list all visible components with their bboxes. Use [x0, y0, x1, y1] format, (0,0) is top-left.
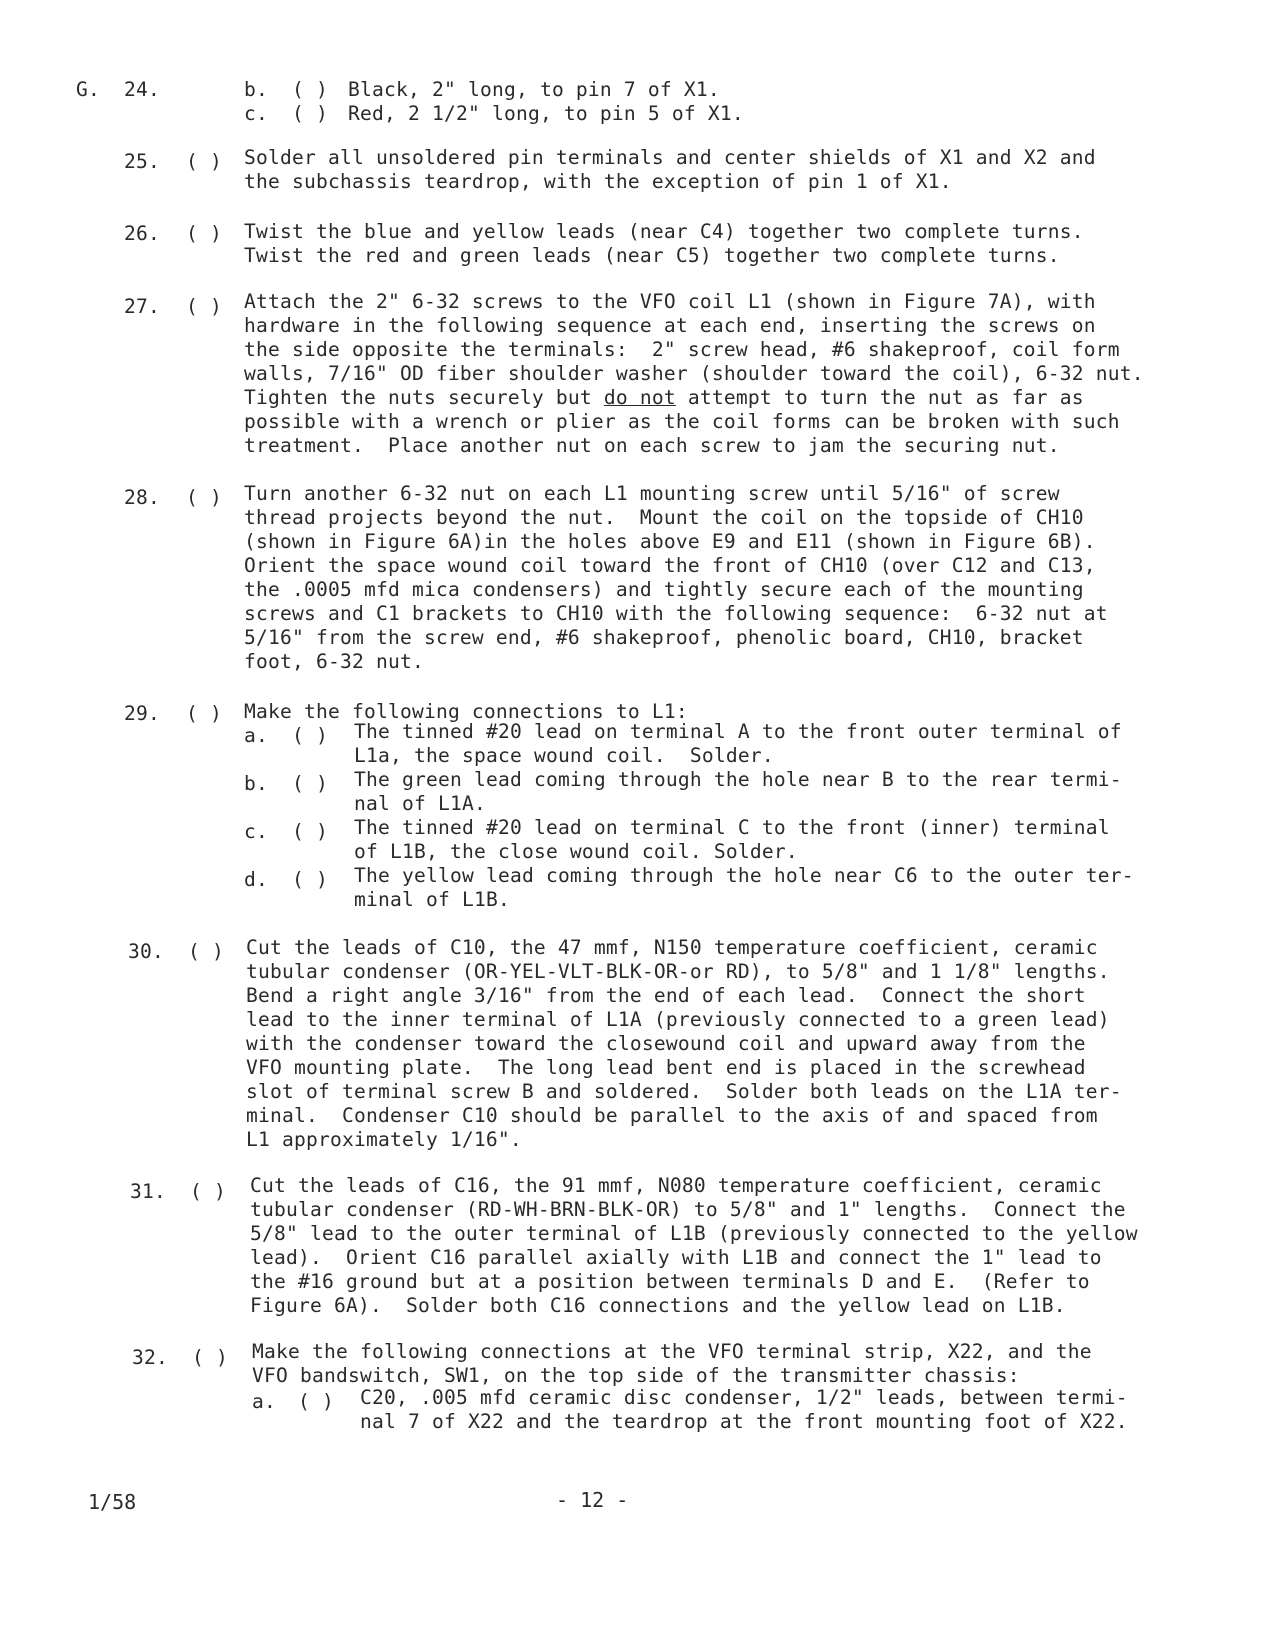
instruction-line: possible with a wrench or plier as the coil forms can be broken with such	[244, 410, 1120, 433]
instruction-line: minal of L1B.	[354, 888, 510, 911]
instruction-line: 5/8" lead to the outer terminal of L1B (previously connected to the yellow	[250, 1222, 1138, 1245]
instruction-line: lead). Orient C16 parallel axially with L1B and connect the 1" lead to	[250, 1246, 1102, 1269]
instruction-line: The tinned #20 lead on terminal A to the front outer terminal of	[354, 720, 1122, 743]
instruction-line: Turn another 6-32 nut on each L1 mounting screw until 5/16" of screw	[244, 482, 1060, 505]
instruction-line: Cut the leads of C10, the 47 mmf, N150 temperature coefficient, ceramic	[246, 936, 1098, 959]
section-letter: G.	[76, 78, 100, 101]
instruction-line: Twist the red and green leads (near C5) together two complete turns.	[244, 244, 1060, 267]
checkbox[interactable]: ( )	[186, 222, 222, 245]
step-number: 26.	[124, 222, 160, 245]
instruction-line: Cut the leads of C16, the 91 mmf, N080 temperature coefficient, ceramic	[250, 1174, 1102, 1197]
instruction-line: foot, 6-32 nut.	[244, 650, 424, 673]
instruction-line: Orient the space wound coil toward the front of CH10 (over C12 and C13,	[244, 554, 1096, 577]
revision-date: 1/58	[88, 1490, 137, 1514]
step-number: 30.	[128, 940, 164, 963]
instruction-line: VFO mounting plate. The long lead bent end is placed in the screwhead	[246, 1056, 1086, 1079]
checkbox[interactable]: ( )	[298, 1390, 334, 1413]
instruction-line: Attach the 2" 6-32 screws to the VFO coil L1 (shown in Figure 7A), with	[244, 290, 1096, 313]
item-letter: b.	[244, 78, 268, 101]
instruction-line: The yellow lead coming through the hole near C6 to the outer ter-	[354, 864, 1134, 887]
instruction-line: The green lead coming through the hole near B to the rear termi-	[354, 768, 1122, 791]
checkbox[interactable]: ( )	[186, 486, 222, 509]
step-number: 25.	[124, 150, 160, 173]
checkbox[interactable]: ( )	[292, 772, 328, 795]
instruction-line: slot of terminal screw B and soldered. Solder both leads on the L1A ter-	[246, 1080, 1122, 1103]
instruction-line: lead to the inner terminal of L1A (previously connected to a green lead)	[246, 1008, 1110, 1031]
item-letter: d.	[244, 868, 268, 891]
checkbox[interactable]: ( )	[188, 940, 224, 963]
instruction-line: the .0005 mfd mica condensers) and tightly secure each of the mounting	[244, 578, 1084, 601]
checkbox[interactable]: ( )	[292, 724, 328, 747]
step-number: 24.	[124, 78, 160, 101]
instruction-line: Tighten the nuts securely but do not attempt to turn the nut as far as	[244, 386, 1084, 409]
checkbox[interactable]: ( )	[292, 820, 328, 843]
instruction-line: Figure 6A). Solder both C16 connections and the yellow lead on L1B.	[250, 1294, 1066, 1317]
checkbox[interactable]: ( )	[186, 150, 222, 173]
instruction-line: the #16 ground but at a position between terminals D and E. (Refer to	[250, 1270, 1090, 1293]
checkbox[interactable]: ( )	[186, 702, 222, 725]
instruction-line: the side opposite the terminals: 2" screw head, #6 shakeproof, coil form	[244, 338, 1120, 361]
instruction-line: C20, .005 mfd ceramic disc condenser, 1/2" leads, between termi-	[360, 1386, 1128, 1409]
instruction-line: treatment. Place another nut on each screw to jam the securing nut.	[244, 434, 1060, 457]
step-number: 29.	[124, 702, 160, 725]
instruction-line: Red, 2 1/2" long, to pin 5 of X1.	[348, 102, 744, 125]
item-letter: a.	[252, 1390, 276, 1413]
instruction-line: walls, 7/16" OD fiber shoulder washer (shoulder toward the coil), 6-32 nut.	[244, 362, 1144, 385]
checkbox[interactable]: ( )	[292, 868, 328, 891]
instruction-line: tubular condenser (OR-YEL-VLT-BLK-OR-or RD), to 5/8" and 1 1/8" lengths.	[246, 960, 1110, 983]
item-letter: c.	[244, 820, 268, 843]
instruction-line: VFO bandswitch, SW1, on the top side of the transmitter chassis:	[252, 1364, 1020, 1387]
step-number: 31.	[130, 1180, 166, 1203]
instruction-line: Make the following connections at the VFO terminal strip, X22, and the	[252, 1340, 1092, 1363]
item-letter: c.	[244, 102, 268, 125]
emphasis-underline: do not	[603, 386, 676, 409]
item-letter: b.	[244, 772, 268, 795]
step-number: 28.	[124, 486, 160, 509]
instruction-line: Solder all unsoldered pin terminals and center shields of X1 and X2 and	[244, 146, 1096, 169]
instruction-line: Black, 2" long, to pin 7 of X1.	[348, 78, 720, 101]
instruction-line: of L1B, the close wound coil. Solder.	[354, 840, 798, 863]
checkbox[interactable]: ( )	[192, 1346, 228, 1369]
item-letter: a.	[244, 724, 268, 747]
instruction-line: L1a, the space wound coil. Solder.	[354, 744, 774, 767]
checkbox[interactable]: ( )	[292, 78, 328, 101]
step-number: 32.	[132, 1346, 168, 1369]
instruction-line: with the condenser toward the closewound coil and upward away from the	[246, 1032, 1086, 1055]
instruction-line: the subchassis teardrop, with the exception of pin 1 of X1.	[244, 170, 952, 193]
instruction-line: nal 7 of X22 and the teardrop at the front mounting foot of X22.	[360, 1410, 1128, 1433]
instruction-line: hardware in the following sequence at each end, inserting the screws on	[244, 314, 1096, 337]
checkbox[interactable]: ( )	[186, 295, 222, 318]
instruction-line: nal of L1A.	[354, 792, 486, 815]
instruction-line: minal. Condenser C10 should be parallel to the axis of and spaced from	[246, 1104, 1098, 1127]
instruction-line: (shown in Figure 6A)in the holes above E9 and E11 (shown in Figure 6B).	[244, 530, 1096, 553]
step-number: 27.	[124, 295, 160, 318]
checkbox[interactable]: ( )	[190, 1180, 226, 1203]
instruction-line: screws and C1 brackets to CH10 with the following sequence: 6-32 nut at	[244, 602, 1108, 625]
instruction-line: L1 approximately 1/16".	[246, 1128, 522, 1151]
instruction-line: tubular condenser (RD-WH-BRN-BLK-OR) to 5/8" and 1" lengths. Connect the	[250, 1198, 1126, 1221]
instruction-line: thread projects beyond the nut. Mount the coil on the topside of CH10	[244, 506, 1084, 529]
instruction-line: Make the following connections to L1:	[244, 700, 688, 723]
instruction-line: Bend a right angle 3/16" from the end of each lead. Connect the short	[246, 984, 1086, 1007]
checkbox[interactable]: ( )	[292, 102, 328, 125]
page-number: - 12 -	[556, 1488, 629, 1512]
instruction-line: 5/16" from the screw end, #6 shakeproof, phenolic board, CH10, bracket	[244, 626, 1084, 649]
instruction-line: Twist the blue and yellow leads (near C4) together two complete turns.	[244, 220, 1084, 243]
instruction-line: The tinned #20 lead on terminal C to the front (inner) terminal	[354, 816, 1110, 839]
